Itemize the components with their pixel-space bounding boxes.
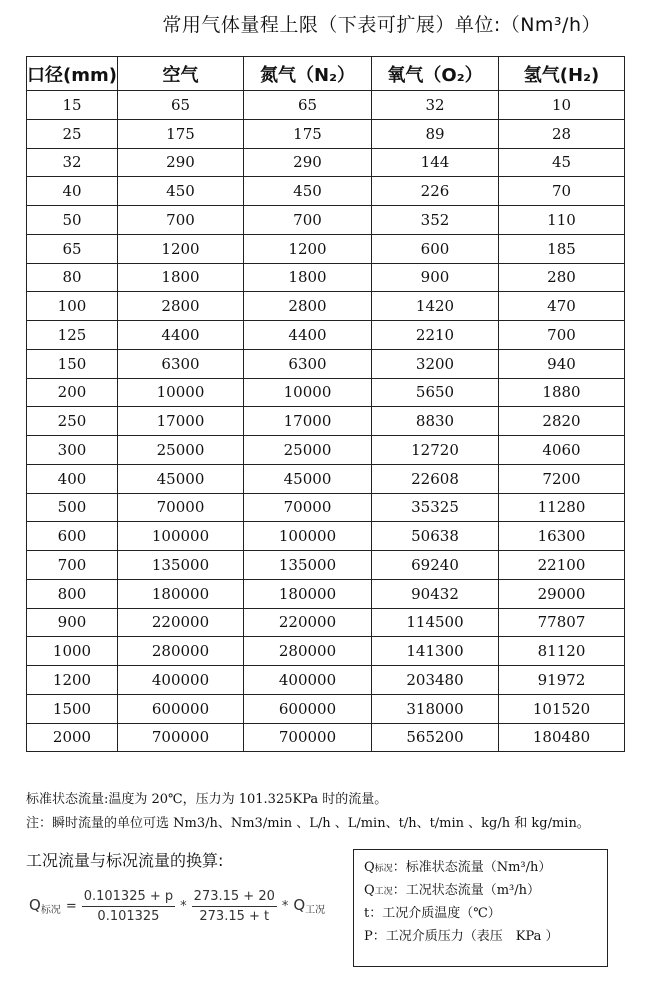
q-standard-subscript: 标况: [40, 905, 61, 916]
temperature-fraction: [192, 889, 277, 924]
table-cell: 100000: [244, 522, 372, 551]
table-cell: 70000: [244, 493, 372, 522]
q-working-letter: Q: [293, 896, 306, 914]
table-cell: 100000: [118, 522, 244, 551]
legend-description: ：标准状态流量（Nm³/h）: [392, 860, 552, 875]
table-cell: 280: [499, 263, 625, 292]
table-cell: 65: [118, 91, 244, 120]
legend-description: ：工况状态流量（m³/h）: [392, 883, 540, 898]
table-cell: 17000: [244, 407, 372, 436]
legend-description: ：工况介质压力（表压 KPa ）: [372, 929, 559, 944]
table-cell: 65: [244, 91, 372, 120]
table-row: [27, 464, 625, 493]
table-cell: 175: [244, 119, 372, 148]
table-cell: 1800: [118, 263, 244, 292]
table-cell: 135000: [244, 551, 372, 580]
table-cell: 600000: [118, 694, 244, 723]
header-diameter: 口径(mm): [27, 57, 118, 91]
table-cell: 101520: [499, 694, 625, 723]
table-row: [27, 407, 625, 436]
q-working-subscript: 工况: [305, 905, 326, 916]
q-standard-letter: Q: [29, 896, 41, 914]
table-cell: 700000: [244, 723, 372, 752]
table-cell: 17000: [118, 407, 244, 436]
multiply-sign: *: [281, 898, 289, 914]
table-cell: 470: [499, 292, 625, 321]
table-cell: 40: [27, 177, 118, 206]
table-cell: 29000: [499, 579, 625, 608]
table-cell: 35325: [372, 493, 499, 522]
table-row: [27, 234, 625, 263]
table-row: [27, 694, 625, 723]
table-cell: 700000: [118, 723, 244, 752]
legend-row: [364, 925, 597, 948]
table-cell: 940: [499, 349, 625, 378]
legend-description: ：工况介质温度（℃）: [369, 906, 501, 921]
table-cell: 28: [499, 119, 625, 148]
table-cell: 1800: [244, 263, 372, 292]
table-cell: 2000: [27, 723, 118, 752]
table-cell: 2210: [372, 321, 499, 350]
table-cell: 565200: [372, 723, 499, 752]
legend-symbol: Q: [364, 860, 375, 875]
table-cell: 290: [244, 148, 372, 177]
unit-options-note: 注：瞬时流量的单位可选 Nm3/h、Nm3/min 、L/h 、L/min、t/h、t/min 、kg/h 和 kg/min。: [26, 816, 590, 831]
table-cell: 700: [244, 206, 372, 235]
table-cell: 32: [372, 91, 499, 120]
table-cell: 1200: [244, 234, 372, 263]
table-cell: 600000: [244, 694, 372, 723]
header-air: 空气: [118, 57, 244, 91]
table-cell: 450: [244, 177, 372, 206]
header-nitrogen: 氮气（N₂）: [244, 57, 372, 91]
legend-row: [364, 879, 597, 902]
q-standard-symbol: [29, 896, 61, 916]
table-cell: 1500: [27, 694, 118, 723]
table-cell: 4400: [118, 321, 244, 350]
header-oxygen: 氧气（O₂）: [372, 57, 499, 91]
multiply-sign: *: [180, 898, 187, 914]
table-cell: 25000: [118, 436, 244, 465]
temperature-numerator: 273.15 + 20: [192, 889, 277, 907]
table-row: [27, 206, 625, 235]
table-row: [27, 579, 625, 608]
table-cell: 65: [27, 234, 118, 263]
table-row: [27, 349, 625, 378]
table-cell: 22100: [499, 551, 625, 580]
table-cell: 900: [372, 263, 499, 292]
table-cell: 185: [499, 234, 625, 263]
pressure-fraction: [82, 889, 175, 924]
table-row: [27, 119, 625, 148]
table-cell: 280000: [118, 637, 244, 666]
table-cell: 220000: [118, 608, 244, 637]
table-cell: 400000: [118, 666, 244, 695]
table-row: [27, 608, 625, 637]
table-cell: 45: [499, 148, 625, 177]
page-title: 常用气体量程上限（下表可扩展）单位:（Nm³/h）: [162, 14, 601, 36]
table-cell: 25: [27, 119, 118, 148]
table-cell: 226: [372, 177, 499, 206]
table-cell: 12720: [372, 436, 499, 465]
table-cell: 2800: [118, 292, 244, 321]
table-cell: 200: [27, 378, 118, 407]
table-cell: 10: [499, 91, 625, 120]
legend-symbol: t: [364, 906, 370, 921]
table-cell: 3200: [372, 349, 499, 378]
legend-subscript: 工况: [374, 887, 393, 897]
table-row: [27, 378, 625, 407]
table-row: [27, 148, 625, 177]
table-cell: 220000: [244, 608, 372, 637]
table-cell: 2820: [499, 407, 625, 436]
table-row: [27, 522, 625, 551]
table-row: [27, 321, 625, 350]
table-cell: 50: [27, 206, 118, 235]
legend-row: [364, 856, 597, 879]
table-cell: 250: [27, 407, 118, 436]
legend-subscript: 标况: [374, 864, 393, 874]
table-cell: 135000: [118, 551, 244, 580]
table-cell: 1000: [27, 637, 118, 666]
table-cell: 1200: [118, 234, 244, 263]
table-cell: 450: [118, 177, 244, 206]
table-cell: 11280: [499, 493, 625, 522]
table-cell: 90432: [372, 579, 499, 608]
table-cell: 280000: [244, 637, 372, 666]
table-row: [27, 551, 625, 580]
conversion-formula: [26, 876, 328, 936]
q-working-symbol: [293, 896, 325, 916]
table-row: [27, 493, 625, 522]
table-cell: 125: [27, 321, 118, 350]
formula-heading: 工况流量与标况流量的换算:: [26, 851, 224, 870]
table-cell: 91972: [499, 666, 625, 695]
table-cell: 800: [27, 579, 118, 608]
table-row: [27, 177, 625, 206]
table-cell: 45000: [118, 464, 244, 493]
legend-row: [364, 902, 597, 925]
table-cell: 77807: [499, 608, 625, 637]
pressure-denominator: 0.101325: [97, 908, 160, 924]
table-cell: 180480: [499, 723, 625, 752]
equals-sign: =: [65, 898, 77, 914]
table-row: [27, 666, 625, 695]
table-cell: 50638: [372, 522, 499, 551]
gas-range-table: [26, 56, 625, 752]
table-cell: 1880: [499, 378, 625, 407]
table-row: [27, 292, 625, 321]
table-row: [27, 723, 625, 752]
table-cell: 45000: [244, 464, 372, 493]
table-cell: 80: [27, 263, 118, 292]
table-header-row: [27, 57, 625, 91]
formula-legend: [353, 849, 608, 967]
legend-symbol: Q: [364, 883, 375, 898]
table-cell: 400000: [244, 666, 372, 695]
table-cell: 700: [118, 206, 244, 235]
table-cell: 69240: [372, 551, 499, 580]
table-body: [27, 91, 625, 752]
table-cell: 16300: [499, 522, 625, 551]
table-cell: 700: [27, 551, 118, 580]
table-row: [27, 637, 625, 666]
table-cell: 7200: [499, 464, 625, 493]
table-cell: 900: [27, 608, 118, 637]
table-cell: 203480: [372, 666, 499, 695]
table-cell: 1200: [27, 666, 118, 695]
table-cell: 15: [27, 91, 118, 120]
header-hydrogen: 氢气(H₂): [499, 57, 625, 91]
table-cell: 144: [372, 148, 499, 177]
table-cell: 700: [499, 321, 625, 350]
standard-condition-note: 标准状态流量:温度为 20℃，压力为 101.325KPa 时的流量。: [26, 792, 388, 807]
table-cell: 175: [118, 119, 244, 148]
table-cell: 400: [27, 464, 118, 493]
table-cell: 10000: [118, 378, 244, 407]
table-cell: 4060: [499, 436, 625, 465]
table-cell: 89: [372, 119, 499, 148]
table-cell: 500: [27, 493, 118, 522]
table-cell: 70: [499, 177, 625, 206]
table-cell: 290: [118, 148, 244, 177]
table-row: [27, 91, 625, 120]
table-cell: 2800: [244, 292, 372, 321]
table-row: [27, 263, 625, 292]
table-cell: 6300: [118, 349, 244, 378]
table-cell: 300: [27, 436, 118, 465]
table-cell: 318000: [372, 694, 499, 723]
table-cell: 180000: [118, 579, 244, 608]
table-cell: 10000: [244, 378, 372, 407]
table-cell: 6300: [244, 349, 372, 378]
table-cell: 8830: [372, 407, 499, 436]
temperature-denominator: 273.15 + t: [199, 908, 270, 924]
pressure-numerator: 0.101325 + p: [82, 889, 175, 907]
table-cell: 150: [27, 349, 118, 378]
table-cell: 352: [372, 206, 499, 235]
table-row: [27, 436, 625, 465]
table-cell: 114500: [372, 608, 499, 637]
table-cell: 22608: [372, 464, 499, 493]
table-cell: 5650: [372, 378, 499, 407]
table-cell: 100: [27, 292, 118, 321]
table-cell: 141300: [372, 637, 499, 666]
table-cell: 81120: [499, 637, 625, 666]
table-cell: 600: [27, 522, 118, 551]
table-cell: 600: [372, 234, 499, 263]
table-cell: 25000: [244, 436, 372, 465]
legend-symbol: P: [364, 929, 373, 944]
table-cell: 32: [27, 148, 118, 177]
table-cell: 180000: [244, 579, 372, 608]
table-cell: 70000: [118, 493, 244, 522]
table-cell: 4400: [244, 321, 372, 350]
table-cell: 1420: [372, 292, 499, 321]
table-cell: 110: [499, 206, 625, 235]
